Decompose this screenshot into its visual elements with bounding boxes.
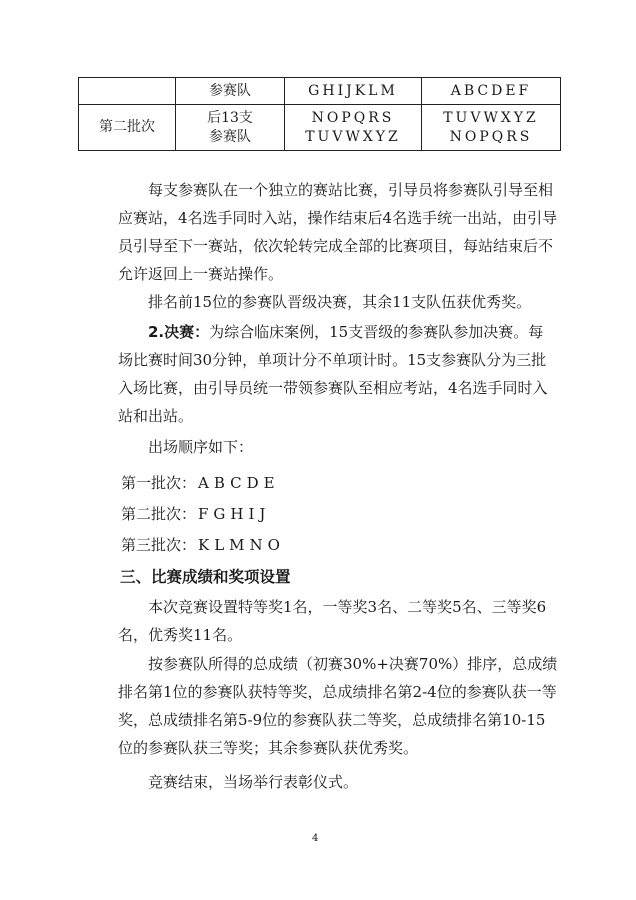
table-row [79,78,561,105]
table-cell-sequence-b: ABCDEF [422,78,561,105]
batch-label: 第三批次： [121,536,197,554]
table-row [79,105,561,151]
paragraph-text: 竞赛结束，当场举行表彰仪式。 [148,773,359,791]
paragraph-awards [118,593,558,649]
batch-letters: KLMNO [198,536,285,554]
section-heading: 三、比赛成绩和奖项设置 [120,568,291,586]
paragraph-rotation [118,176,558,288]
seq-b-line-2: NOPQRS [449,128,533,145]
batch-line [121,534,285,555]
batch-line [121,503,270,524]
paragraph-text: 出场顺序如下： [148,438,254,456]
table-cell-sequence-a: GHIJKLM [285,78,422,105]
page-number: 4 [312,833,319,844]
paragraph-ranking [118,650,558,762]
batch-label: 第一批次： [121,474,197,492]
table-cell-team: 参赛队 [176,78,285,105]
paragraph-order-intro [118,433,558,461]
paragraph-text: 按参赛队所得的总成绩（初赛30%+决赛70%）排序，总成绩排名第1位的参赛队获特等奖，总成绩排名第2-4位的参赛队获一等奖，总成绩排名第5-9位的参赛队获二等奖，总成绩排名第10-15位的参赛队获三等奖；其余参赛队获优秀奖。 [118,655,558,757]
table-cell-team [176,105,285,151]
batch-label: 第二批次： [121,505,197,523]
seq-a-line-1: NOPQRS [311,109,395,126]
schedule-table [78,77,561,151]
table-cell-batch: 第二批次 [79,105,176,151]
seq-a-line-2: TUVWXYZ [305,128,401,145]
table-cell-empty [79,78,176,105]
final-label: 2.决赛： [148,323,210,341]
paragraph-text: 为综合临床案例，15支晋级的参赛队参加决赛。每场比赛时间30分钟，单项计分不单项计时。15支参赛队分为三批入场比赛，由引导员统一带领参赛队至相应考站，4名选手同时入站和出站。 [118,323,548,425]
paragraph-ceremony [118,768,558,796]
batch-letters: FGHIJ [198,505,271,523]
paragraph-final-text [118,318,558,430]
seq-b-line-1: TUVWXYZ [443,109,539,126]
paragraph-final [118,318,558,430]
paragraph-text: 本次竞赛设置特等奖1名，一等奖3名、二等奖5名、三等奖6名，优秀奖11名。 [118,598,547,644]
table-cell-sequence-b [422,105,561,151]
paragraph-advance [118,288,558,316]
batch-line [121,472,280,493]
paragraph-text: 排名前15位的参赛队晋级决赛，其余11支队伍获优秀奖。 [148,293,532,311]
team-line-1: 后13支 [207,109,253,126]
team-line-2: 参赛队 [209,128,251,145]
table-cell-sequence-a [285,105,422,151]
batch-letters: ABCDE [198,474,280,492]
paragraph-text: 每支参赛队在一个独立的赛站比赛，引导员将参赛队引导至相应赛站，4名选手同时入站，操作结束后4名选手统一出站，由引导员引导至下一赛站，依次轮转完成全部的比赛项目，每站结束后不允许返回上一赛站操作。 [118,181,558,283]
